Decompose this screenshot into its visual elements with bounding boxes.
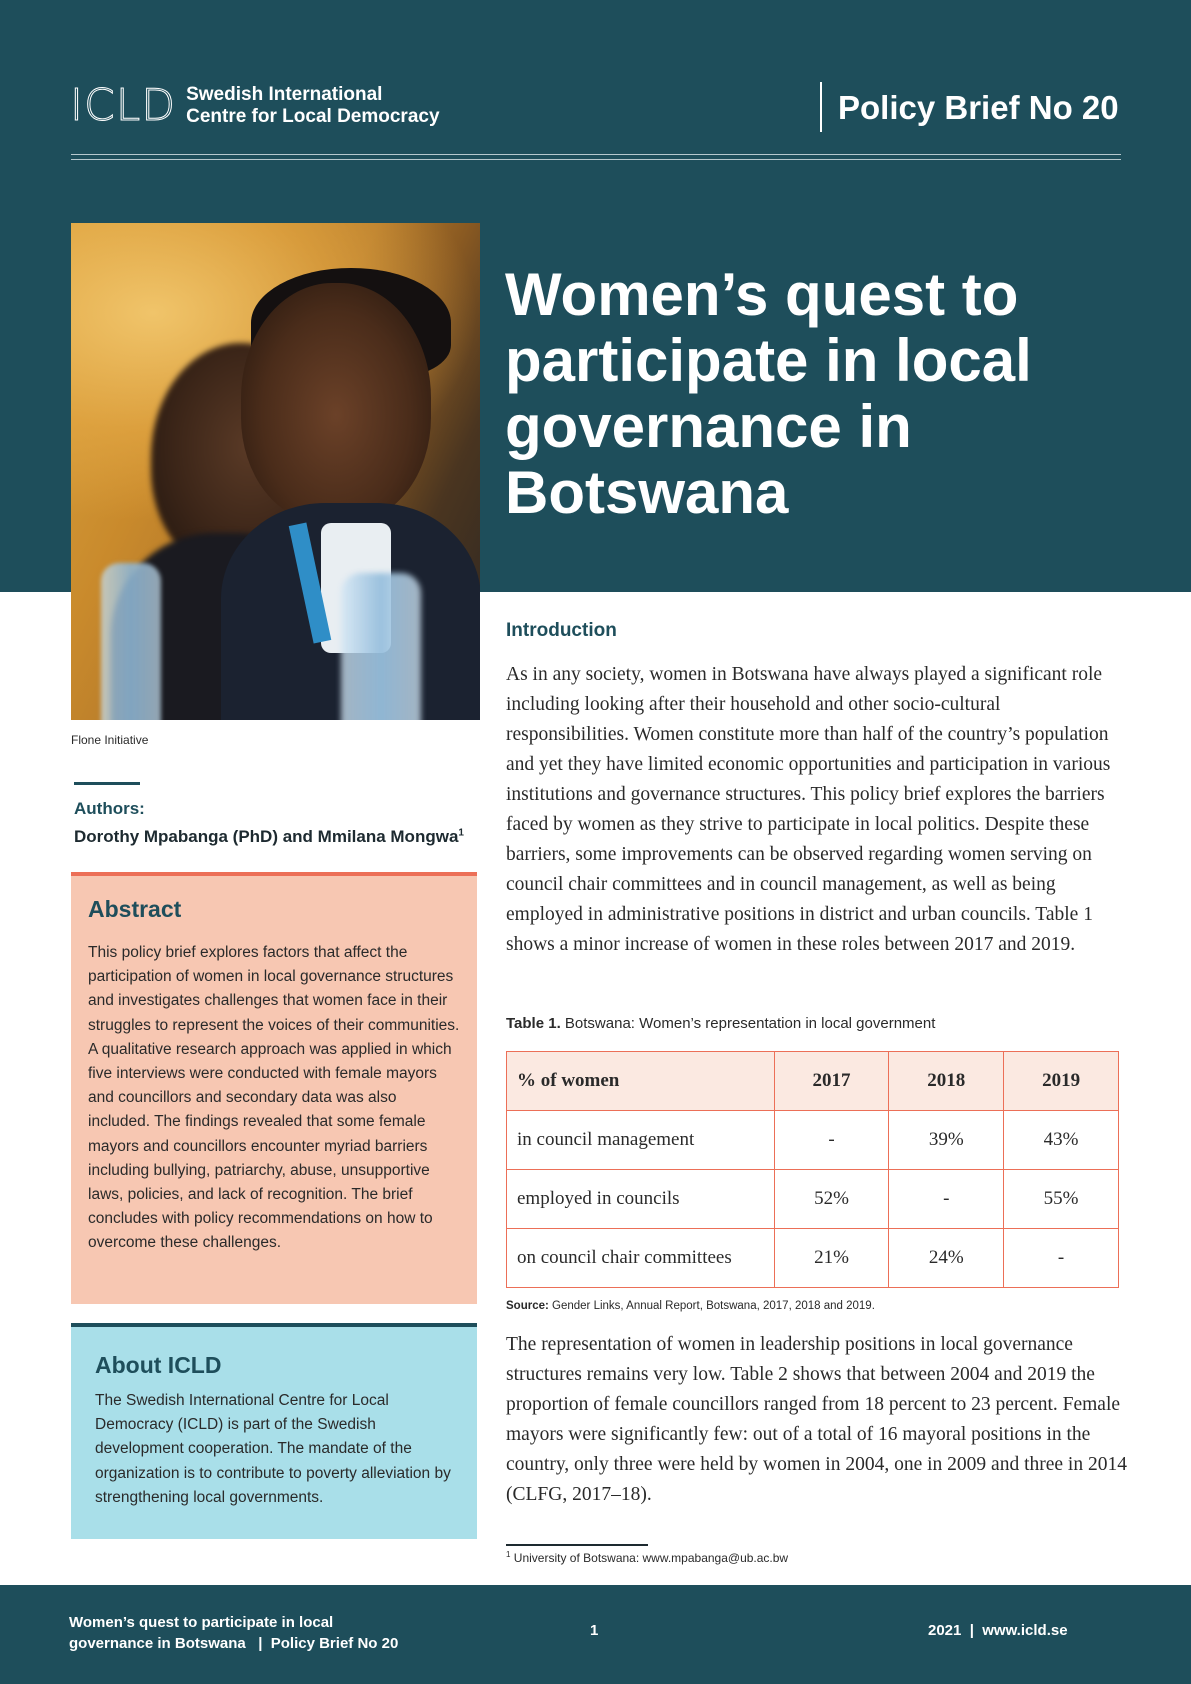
table-cell: 21% [774, 1229, 889, 1288]
introduction-heading: Introduction [506, 620, 617, 641]
footnote-rule [506, 1544, 648, 1546]
photo-caption: Flone Initiative [71, 733, 149, 747]
abstract-heading: Abstract [88, 896, 182, 922]
table-cell: 43% [1004, 1111, 1119, 1170]
table-header-row [507, 1052, 1119, 1111]
logo-line-1: Swedish International [186, 84, 383, 105]
table-cell: - [1004, 1229, 1119, 1288]
table-source: Source: Gender Links, Annual Report, Botswana, 2017, 2018 and 2019. [506, 1300, 875, 1312]
authors-rule [74, 782, 140, 785]
footer-website[interactable]: 2021 | www.icld.se [928, 1622, 1068, 1639]
about-box [71, 1323, 477, 1539]
about-heading: About ICLD [95, 1352, 222, 1378]
table-caption: Table 1. Botswana: Women’s representation in local government [506, 1015, 936, 1032]
header-rule-top [71, 154, 1121, 155]
introduction-body: As in any society, women in Botswana have always played a significant role including looking after their household and other socio-cultural responsibilities. Women constitute more than half of the country’s population and yet they have limited economic opportunities and participation in various institutions and governance structures. This policy brief explores the barriers faced by women as they strive to participate in local politics. Despite these barriers, some improvements can be observed regarding women serving on council chair committees and in council management, as well as being employed in administrative positions in district and urban councils. Table 1 shows a minor increase of women in these roles between 2017 and 2019. [506, 664, 1111, 955]
table-row [507, 1111, 1119, 1170]
cover-photo [71, 223, 480, 720]
table-row [507, 1170, 1119, 1229]
table-cell: employed in councils [507, 1170, 775, 1229]
table-cell: in council management [507, 1111, 775, 1170]
icld-logo[interactable] [70, 80, 440, 131]
photo-person-speaking [241, 283, 431, 523]
logo-mark: ICLD [70, 80, 177, 131]
table-cell: on council chair committees [507, 1229, 775, 1288]
abstract-body: This policy brief explores factors that affect the participation of women in local governance structures and investigates challenges that women face in their struggles to represent the voices of their communities. A qualitative research approach was applied in which five interviews were conducted with female mayors and councillors and secondary data was also included. The findings revealed that some female mayors and councillors encounter myriad barriers including bullying, patriarchy, abuse, unsupportive laws, policies, and lack of recognition. The brief concludes with policy recommendations on how to overcome these challenges. [88, 944, 460, 1252]
brief-number: Policy Brief No 20 [820, 82, 1119, 132]
header-rule-bottom [71, 159, 1121, 160]
footnote: $^1$ University of Botswana: www.mpabanga@ub.ac.bw [506, 1550, 789, 1565]
table-header: 2017 [774, 1052, 889, 1111]
logo-text [186, 84, 439, 128]
logo-line-2: Centre for Local Democracy [186, 106, 440, 127]
page-title: Women’s quest to participate in local governance in Botswana [505, 261, 1032, 526]
table-cell: 52% [774, 1170, 889, 1229]
table-cell: 39% [889, 1111, 1004, 1170]
water-bottle-left [101, 563, 161, 720]
table-cell: - [889, 1170, 1004, 1229]
footnote-ref[interactable]: 1 [458, 827, 464, 839]
footnote-email-link[interactable]: University of Botswana: www.mpabanga@ub.ac.bw [510, 1551, 789, 1565]
table-header: % of women [507, 1052, 775, 1111]
footer-title: Women’s quest to participate in local governance in Botswana | Policy Brief No 20 [69, 1614, 399, 1652]
table-cell: 24% [889, 1229, 1004, 1288]
table-header: 2018 [889, 1052, 1004, 1111]
body-paragraph-2: The representation of women in leadership positions in local governance structures remains very low. Table 2 shows that between 2004 and 2019 the proportion of female councillors ranged from 18 percent to 23 percent. Female mayors were significantly few: out of a total of 16 mayoral positions in the country, only three were held by women in 2004, one in 2009 and three in 2014 (CLFG, 2017–18). [506, 1334, 1127, 1505]
table-header: 2019 [1004, 1052, 1119, 1111]
page-number: 1 [590, 1622, 599, 1639]
abstract-box [71, 872, 477, 1304]
representation-table [506, 1051, 1119, 1288]
about-body: The Swedish International Centre for Local Democracy (ICLD) is part of the Swedish development cooperation. The mandate of the organization is to contribute to poverty alleviation by strengthening local governments. [95, 1392, 451, 1506]
authors-label: Authors: [74, 799, 145, 818]
water-bottle-right [341, 573, 421, 720]
table-cell: - [774, 1111, 889, 1170]
table-cell: 55% [1004, 1170, 1119, 1229]
authors-names: Dorothy Mpabanga (PhD) and Mmilana Mongwa$^1$ [74, 827, 464, 846]
table-row [507, 1229, 1119, 1288]
